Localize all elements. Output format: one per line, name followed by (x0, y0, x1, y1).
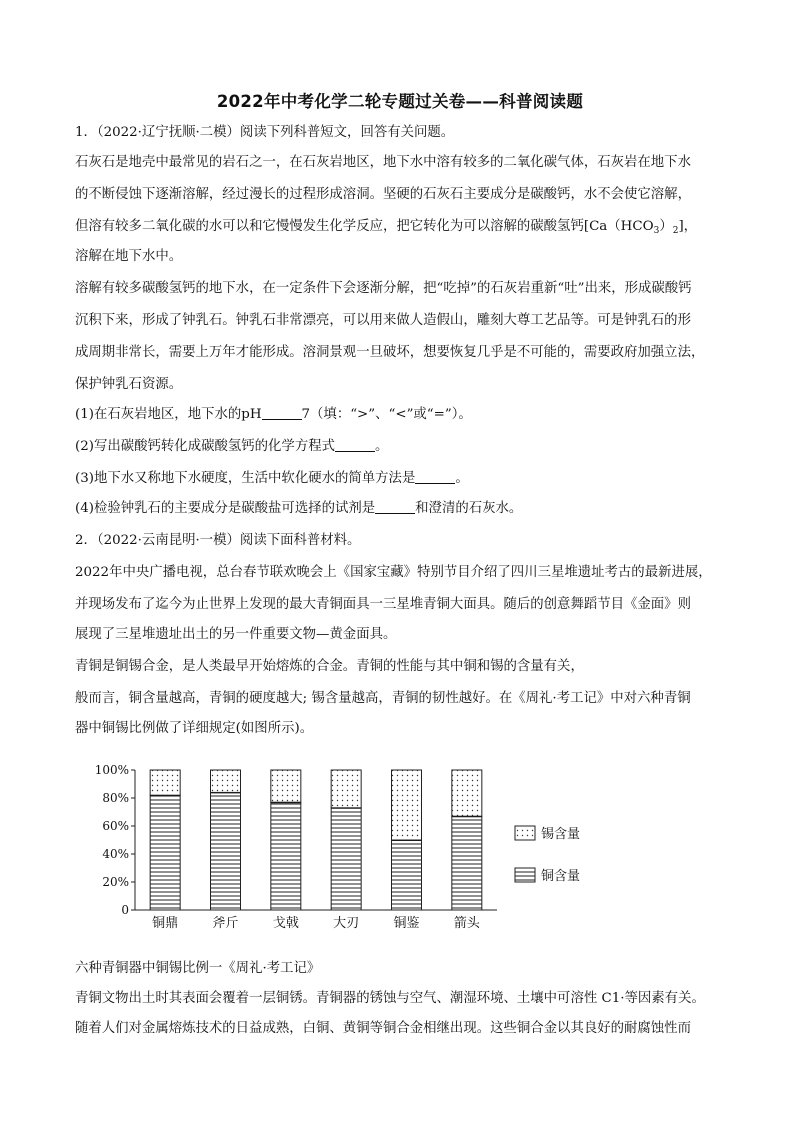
q1-item-2-pre: (2)写出碳酸钙转化成碳酸氢钙的化学方程式 (75, 439, 335, 454)
q1-item-4-post: 和澄清的石灰水。 (415, 501, 523, 516)
page-title: 2022年中考化学二轮专题过关卷——科普阅读题 (216, 92, 584, 111)
bar-segment-tin (211, 770, 241, 792)
y-tick-label: 40% (102, 847, 129, 861)
q2-header: 2．（2022·云南昆明·一模）阅读下面科普材料。 (75, 533, 361, 548)
legend-swatch (515, 826, 535, 840)
q1-item-2-post: 。 (375, 439, 389, 454)
q2-line-1: 2022年中央广播电视，总台春节联欢晚会上《国家宝藏》特别节目介绍了四川三星堆遗址考古的最新进展， (75, 565, 712, 580)
q1-item-3 (75, 470, 469, 488)
x-tick-label: 铜鉴 (393, 916, 420, 931)
bar-segment-tin (392, 770, 422, 840)
y-tick-label: 0 (121, 903, 129, 917)
q1-item-4-pre: (4)检验钟乳石的主要成分是碳酸盐可选择的试剂是 (75, 501, 376, 516)
formula-sub-2: 2 (672, 226, 679, 236)
legend-swatch (515, 868, 535, 882)
q1-item-1-pre: (1)在石灰岩地区，地下水的pH (75, 407, 262, 422)
y-tick-label: 100% (94, 763, 129, 777)
y-tick-label: 20% (102, 875, 129, 889)
q2-line-4: 青铜是铜锡合金，是人类最早开始熔炼的合金。青铜的性能与其中铜和锡的含量有关， (75, 659, 584, 674)
bar-segment-tin (150, 770, 180, 795)
q1-p1-line-2: 的不断侵蚀下逐渐溶解，经过漫长的过程形成溶洞。坚硬的石灰石主要成分是碳酸钙，水不会使它溶解， (75, 187, 691, 202)
x-tick-label: 铜鼎 (152, 916, 179, 931)
x-tick-label: 戈戟 (272, 916, 299, 931)
q1-header: 1．（2022·辽宁抚顺·二模）阅读下列科普短文，回答有关问题。 (75, 125, 455, 140)
x-tick-label: 大刃 (333, 916, 360, 931)
q1-item-3-post: 。 (455, 471, 469, 486)
x-tick-label: 箭头 (453, 916, 480, 931)
bar-segment-tin (271, 770, 301, 802)
formula-sub-3: 3 (653, 226, 660, 236)
answer-blank-4[interactable] (375, 500, 415, 514)
bar-segment-copper (452, 816, 482, 910)
q2-line-6: 器中铜锡比例做了详细规定(如图所示)。 (75, 721, 314, 736)
q1-p1-line-1: 石灰石是地壳中最常见的岩石之一，在石灰岩地区，地下水中溶有较多的二氧化碳气体，石灰岩在地下水 (75, 155, 691, 170)
y-tick-label: 80% (102, 791, 129, 805)
q1-item-1 (75, 406, 472, 424)
q1-p2-line-3: 成周期非常长，需要上万年才能形成。溶洞景观一旦破坏，想要恢复几乎是不可能的，需要政府加强立法， (75, 345, 705, 360)
bronze-ratio-chart (75, 758, 615, 938)
legend-label: 锡含量 (541, 827, 581, 842)
q2-line-5: 般而言，铜含量越高，青铜的硬度越大; 锡含量越高，青铜的韧性越好。在《周礼·考工记》中对六种青铜 (75, 691, 691, 706)
q1-p1-line-4: 溶解在地下水中。 (75, 249, 183, 264)
chart-layer (95, 763, 580, 931)
q2-after-line-2: 随着人们对金属熔炼技术的日益成熟，白铜、黄铜等铜合金相继出现。这些铜合金以其良好的耐腐蚀性而 (75, 1021, 691, 1036)
bar-segment-copper (211, 792, 241, 910)
q1-item-2 (75, 438, 388, 456)
formula-tail: ） (659, 219, 673, 234)
legend-label: 铜含量 (541, 869, 581, 884)
q1-item-1-post: 7（填：“>”、“<”或“=”）。 (301, 407, 472, 422)
q1-item-4 (75, 500, 522, 518)
q1-p2-line-4: 保护钟乳石资源。 (75, 377, 183, 392)
bar-segment-copper (271, 802, 301, 910)
q1-p2-line-2: 沉积下来，形成了钟乳石。钟乳石非常漂亮，可以用来做人造假山，雕刻大尊工艺品等。可是钟乳石的形 (75, 313, 691, 328)
q1-item-3-pre: (3)地下水又称地下水硬度，生活中软化硬水的简单方法是 (75, 471, 416, 486)
q1-p1-line-3 (75, 218, 697, 240)
answer-blank-3[interactable] (415, 470, 455, 484)
answer-blank-2[interactable] (335, 438, 375, 452)
bar-segment-copper (150, 795, 180, 910)
q1-p2-line-1: 溶解有较多碳酸氢钙的地下水，在一定条件下会逐渐分解，把“吃掉”的石灰岩重新“吐”出来，形成碳酸钙 (75, 281, 692, 296)
q1-p1-line-3-text: 但溶有较多二氧化碳的水可以和它慢慢发生化学反应，把它转化为可以溶解的碳酸氢钙[Ca（HCO (75, 219, 654, 234)
q2-after-line-1: 青铜文物出土时其表面会覆着一层铜锈。青铜器的锈蚀与空气、潮湿环境、土壤中可溶性 C1·等因素有关。 (75, 991, 705, 1006)
x-tick-label: 斧斤 (212, 916, 239, 931)
q2-line-3: 展现了三星堆遗址出土的另一件重要文物—黄金面具。 (75, 627, 397, 642)
q2-line-2: 并现场发布了迄今为止世界上发现的最大青铜面具一三星堆青铜大面具。随后的创意舞蹈节目《金面》则 (75, 597, 691, 612)
bar-segment-tin (331, 770, 361, 808)
bar-segment-copper (392, 840, 422, 910)
answer-blank-1[interactable] (262, 406, 302, 420)
bar-segment-copper (331, 808, 361, 910)
formula-end: ]， (678, 219, 698, 234)
bar-segment-tin (452, 770, 482, 816)
chart-caption: 六种青铜器中铜锡比例一《周礼·考工记》 (75, 961, 321, 976)
y-tick-label: 60% (102, 819, 129, 833)
